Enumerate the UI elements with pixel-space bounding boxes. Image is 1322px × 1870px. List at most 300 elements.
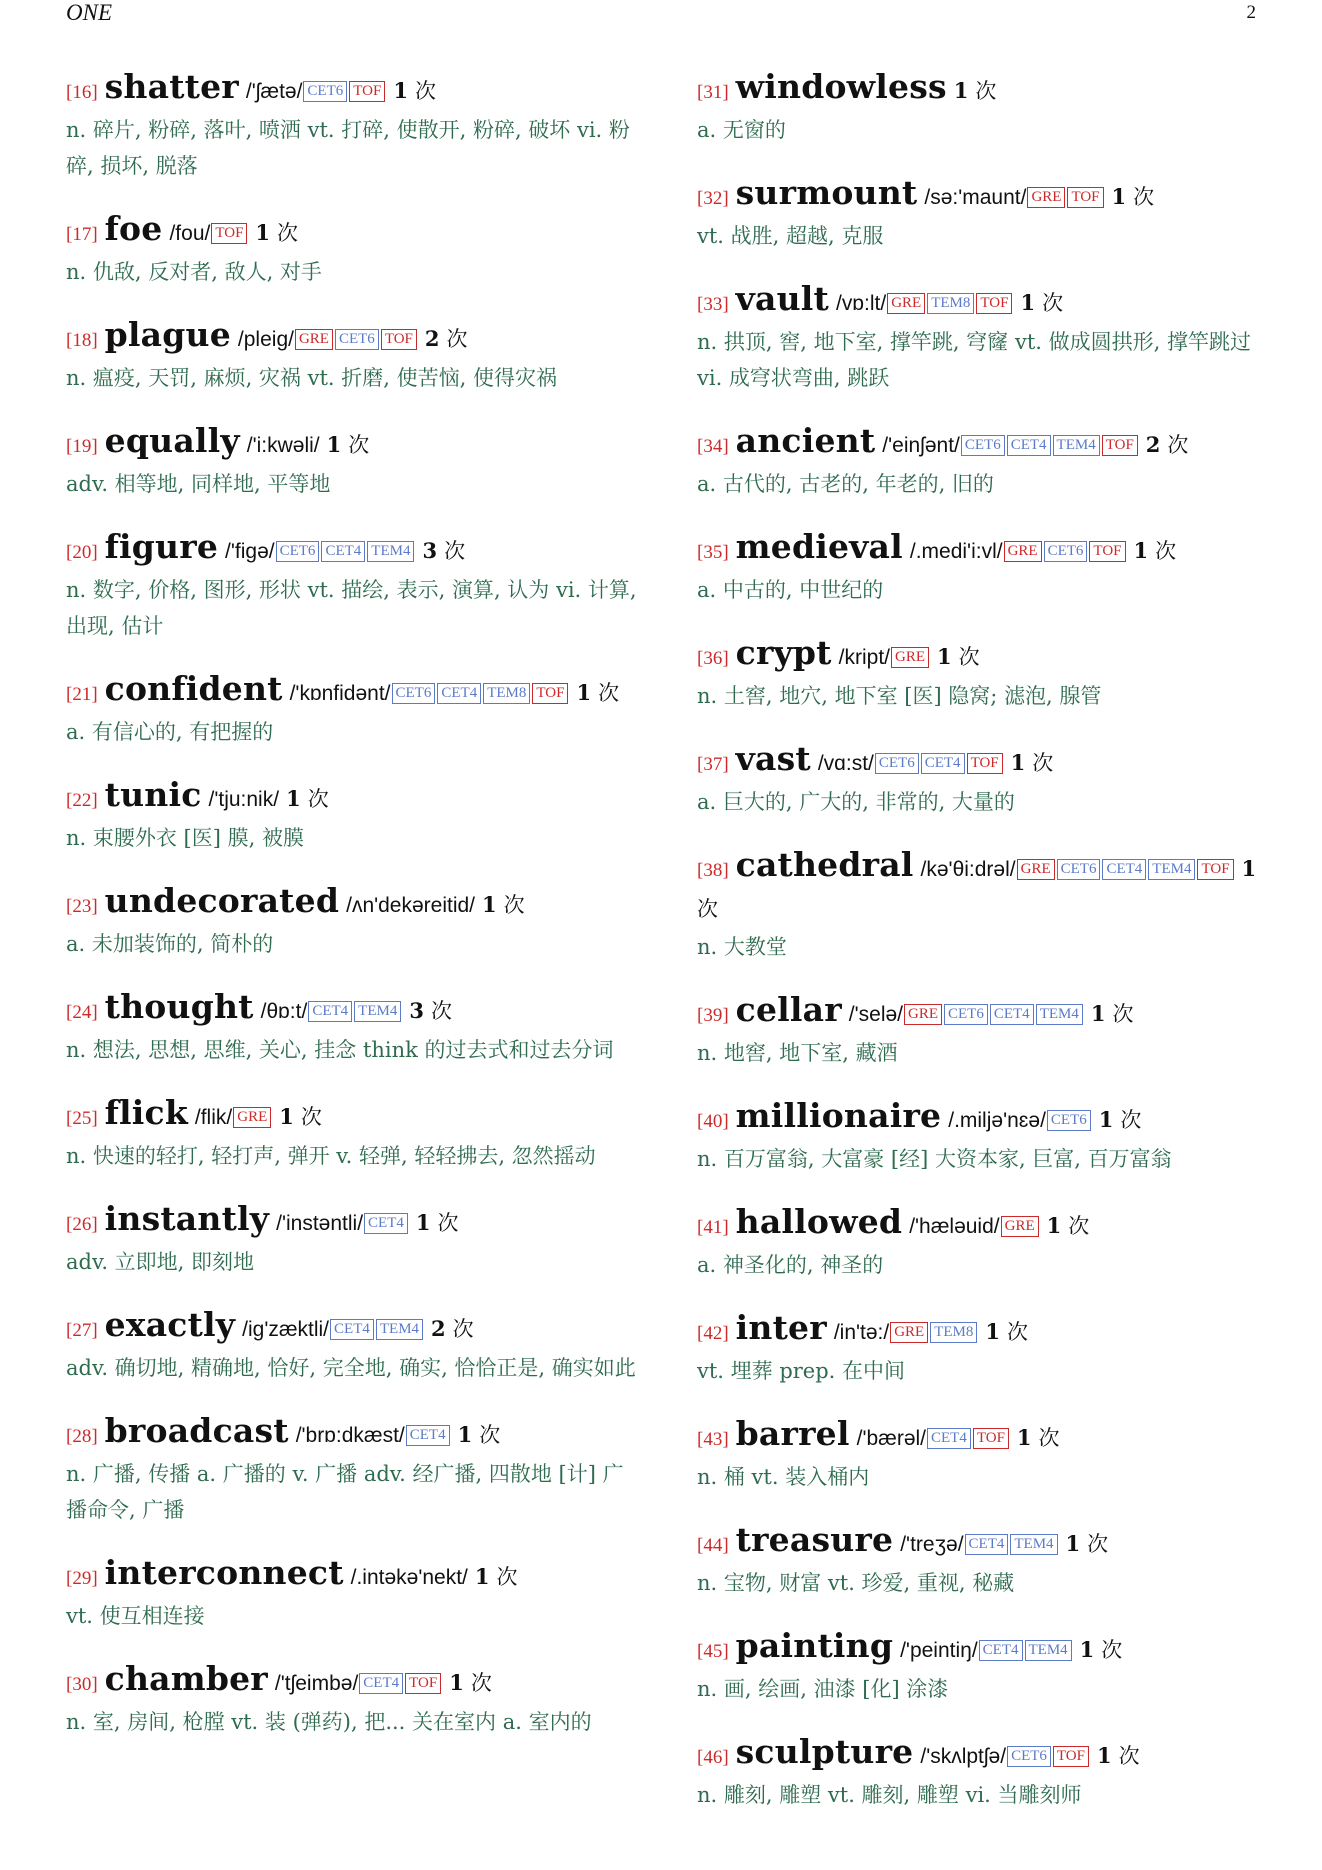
- headword: cellar: [735, 990, 842, 1029]
- entry-headline: [697, 1415, 1272, 1459]
- headword: interconnect: [104, 1553, 344, 1592]
- phonetic: /flik/: [194, 1106, 233, 1129]
- definition: n. 瘟疫, 天罚, 麻烦, 灾祸 vt. 折磨, 使苦恼, 使得灾祸: [66, 366, 557, 390]
- vocab-entry: [697, 1309, 1272, 1389]
- exam-tag: CET4: [927, 1428, 971, 1449]
- headword: inter: [735, 1308, 827, 1347]
- exam-tag: TEM4: [354, 1001, 401, 1022]
- occurrence-count: 1: [936, 644, 952, 669]
- entry-headline: [697, 68, 1272, 112]
- exam-tag: TEM4: [376, 1319, 423, 1340]
- exam-tag: CET6: [276, 541, 320, 562]
- entry-number: [29]: [66, 1568, 98, 1589]
- times-label: 次: [1087, 1532, 1109, 1556]
- headword: shatter: [104, 67, 239, 106]
- occurrence-count: 1: [953, 78, 969, 103]
- definition: adv. 确切地, 精确地, 恰好, 完全地, 确实, 恰恰正是, 确实如此: [66, 1356, 636, 1380]
- left-column: [66, 68, 641, 1766]
- vocab-entry: [697, 280, 1272, 396]
- exam-tag: TOF: [1102, 435, 1138, 456]
- occurrence-count: 1: [1020, 290, 1036, 315]
- exam-tag: CET4: [921, 753, 965, 774]
- times-label: 次: [430, 999, 452, 1023]
- exam-tag: TOF: [1067, 187, 1103, 208]
- occurrence-count: 1: [1079, 1637, 1095, 1662]
- headword: cathedral: [735, 845, 914, 884]
- entry-number: [24]: [66, 1002, 98, 1023]
- phonetic: /'hæləuid/: [909, 1215, 1000, 1238]
- vocab-entry: [66, 882, 641, 962]
- entry-number: [16]: [66, 82, 98, 103]
- headword: confident: [104, 669, 283, 708]
- entry-headline: [66, 68, 641, 112]
- occurrence-count: 1: [482, 892, 497, 917]
- entry-number: [37]: [697, 754, 729, 775]
- occurrence-count: 1: [286, 786, 301, 811]
- headword: flick: [104, 1093, 188, 1132]
- entry-headline: [697, 280, 1272, 324]
- vocab-entry: [697, 1203, 1272, 1283]
- headword: tunic: [104, 775, 202, 814]
- exam-tag: CET4: [406, 1425, 450, 1446]
- definition: n. 地窖, 地下室, 藏酒: [697, 1041, 898, 1065]
- entry-headline: [697, 1203, 1272, 1247]
- exam-tag: CET4: [364, 1213, 408, 1234]
- definition: n. 桶 vt. 装入桶内: [697, 1465, 870, 1489]
- exam-tag: CET6: [1047, 1110, 1091, 1131]
- entry-number: [44]: [697, 1535, 729, 1556]
- times-label: 次: [975, 79, 997, 103]
- phonetic: /'bærəl/: [856, 1427, 926, 1450]
- headword: treasure: [735, 1520, 894, 1559]
- entry-headline: [697, 846, 1272, 929]
- exam-tag: TOF: [405, 1673, 441, 1694]
- entry-headline: [66, 210, 641, 254]
- headword: broadcast: [104, 1411, 289, 1450]
- vocab-entry: [697, 634, 1272, 714]
- exam-tag: TOF: [1197, 859, 1233, 880]
- exam-tag: TOF: [967, 753, 1003, 774]
- vocab-entry: [66, 210, 641, 290]
- headword: undecorated: [104, 881, 340, 920]
- exam-tag: CET4: [965, 1534, 1009, 1555]
- entry-headline: [697, 1627, 1272, 1671]
- vocab-entry: [66, 1412, 641, 1528]
- headword: equally: [104, 421, 240, 460]
- headword: medieval: [735, 527, 903, 566]
- entry-headline: [66, 1200, 641, 1244]
- exam-tag: GRE: [233, 1107, 271, 1128]
- entry-number: [19]: [66, 436, 98, 457]
- occurrence-count: 1: [1065, 1531, 1081, 1556]
- exam-tag: GRE: [890, 1322, 928, 1343]
- definition: adv. 相等地, 同样地, 平等地: [66, 472, 331, 496]
- times-label: 次: [1042, 291, 1064, 315]
- vocab-entry: [697, 1733, 1272, 1813]
- times-label: 次: [1032, 751, 1054, 775]
- phonetic: /'ʃætə/: [245, 80, 303, 103]
- phonetic: /'figə/: [225, 540, 275, 563]
- times-label: 次: [479, 1423, 501, 1447]
- times-label: 次: [958, 645, 980, 669]
- definition: a. 巨大的, 广大的, 非常的, 大量的: [697, 790, 1015, 814]
- entry-number: [27]: [66, 1320, 98, 1341]
- times-label: 次: [1112, 1002, 1134, 1026]
- entry-headline: [697, 422, 1272, 466]
- definition: a. 有信心的, 有把握的: [66, 720, 274, 744]
- occurrence-count: 3: [422, 538, 438, 563]
- entry-headline: [697, 634, 1272, 678]
- times-label: 次: [446, 327, 468, 351]
- headword: barrel: [735, 1414, 850, 1453]
- times-label: 次: [1133, 185, 1155, 209]
- phonetic: /'selə/: [848, 1003, 903, 1026]
- exam-tag: GRE: [891, 647, 929, 668]
- exam-tag: TOF: [381, 329, 417, 350]
- exam-tag: CET6: [303, 81, 347, 102]
- definition: n. 数字, 价格, 图形, 形状 vt. 描绘, 表示, 演算, 认为 vi. 计算, 出现, 估计: [66, 578, 637, 638]
- right-column: [697, 68, 1272, 1839]
- occurrence-count: 1: [1133, 538, 1149, 563]
- entry-headline: [697, 1521, 1272, 1565]
- phonetic: /fou/: [169, 222, 211, 245]
- headword: exactly: [104, 1305, 236, 1344]
- definition: n. 碎片, 粉碎, 落叶, 喷洒 vt. 打碎, 使散开, 粉碎, 破坏 vi. 粉碎, 损坏, 脱落: [66, 118, 630, 178]
- times-label: 次: [697, 897, 718, 921]
- exam-tag: GRE: [887, 293, 925, 314]
- headword: hallowed: [735, 1202, 903, 1241]
- entry-headline: [66, 988, 641, 1032]
- exam-tag: TEM4: [1010, 1534, 1057, 1555]
- phonetic: /'treʒə/: [900, 1533, 964, 1556]
- vocab-entry: [697, 422, 1272, 502]
- vocab-entry: [697, 740, 1272, 820]
- entry-headline: [66, 422, 641, 466]
- vocab-entry: [66, 1306, 641, 1386]
- entry-number: [20]: [66, 542, 98, 563]
- entry-number: [22]: [66, 790, 98, 811]
- definition: n. 束腰外衣 [医] 膜, 被膜: [66, 826, 304, 850]
- phonetic: /θɒ:t/: [260, 1000, 308, 1023]
- headword: millionaire: [735, 1096, 942, 1135]
- phonetic: /kə'θi:drəl/: [920, 858, 1016, 881]
- entry-number: [30]: [66, 1674, 98, 1695]
- vocab-entry: [66, 988, 641, 1068]
- exam-tag: CET4: [1007, 435, 1051, 456]
- exam-tag: TOF: [973, 1428, 1009, 1449]
- vocab-entry: [66, 1660, 641, 1740]
- definition: a. 未加装饰的, 简朴的: [66, 932, 274, 956]
- entry-headline: [697, 740, 1272, 784]
- entry-number: [32]: [697, 188, 729, 209]
- phonetic: /'i:kwəli/: [246, 434, 320, 457]
- times-label: 次: [598, 681, 620, 705]
- exam-tag: CET6: [961, 435, 1005, 456]
- occurrence-count: 1: [1090, 1001, 1106, 1026]
- headword: windowless: [735, 67, 947, 106]
- phonetic: /'tju:nik/: [208, 788, 280, 811]
- entry-headline: [66, 1660, 641, 1704]
- entry-headline: [697, 1733, 1272, 1777]
- definition: n. 仇敌, 反对者, 敌人, 对手: [66, 260, 322, 284]
- definition: n. 百万富翁, 大富豪 [经] 大资本家, 巨富, 百万富翁: [697, 1147, 1172, 1171]
- exam-tag: TOF: [349, 81, 385, 102]
- entry-headline: [66, 528, 641, 572]
- definition: n. 室, 房间, 枪膛 vt. 装 (弹药), 把... 关在室内 a. 室内的: [66, 1710, 592, 1734]
- definition: a. 中古的, 中世纪的: [697, 578, 884, 602]
- phonetic: /'kɒnfidənt/: [289, 682, 391, 705]
- definition: n. 土窖, 地穴, 地下室 [医] 隐窝; 滤泡, 腺管: [697, 684, 1102, 708]
- headword: figure: [104, 527, 219, 566]
- phonetic: /.intəkə'nekt/: [350, 1566, 468, 1589]
- exam-tag: GRE: [1027, 187, 1065, 208]
- headword: painting: [735, 1626, 894, 1665]
- phonetic: /vɒ:lt/: [836, 292, 887, 315]
- occurrence-count: 1: [326, 432, 342, 457]
- entry-headline: [66, 316, 641, 360]
- definition: adv. 立即地, 即刻地: [66, 1250, 255, 1274]
- entry-number: [17]: [66, 224, 98, 245]
- exam-tag: TOF: [1053, 1746, 1089, 1767]
- exam-tag: CET6: [392, 683, 436, 704]
- occurrence-count: 1: [1096, 1743, 1112, 1768]
- exam-tag: TEM8: [483, 683, 530, 704]
- entry-number: [28]: [66, 1426, 98, 1447]
- times-label: 次: [444, 539, 466, 563]
- phonetic: /vɑ:st/: [817, 752, 874, 775]
- entry-headline: [66, 670, 641, 714]
- entry-number: [23]: [66, 896, 98, 917]
- definition: a. 无窗的: [697, 118, 786, 142]
- exam-tag: CET4: [979, 1640, 1023, 1661]
- occurrence-count: 2: [1145, 432, 1161, 457]
- occurrence-count: 1: [457, 1422, 473, 1447]
- definition: vt. 埋葬 prep. 在中间: [697, 1359, 906, 1383]
- entry-number: [33]: [697, 294, 729, 315]
- exam-tag: TOF: [1089, 541, 1125, 562]
- exam-tag: CET6: [1057, 859, 1101, 880]
- occurrence-count: 3: [409, 998, 424, 1023]
- times-label: 次: [496, 1565, 518, 1589]
- exam-tag: CET6: [1007, 1746, 1051, 1767]
- phonetic: /'tʃeimbə/: [274, 1672, 359, 1695]
- exam-tag: TEM4: [1053, 435, 1100, 456]
- running-head: [66, 0, 1256, 30]
- phonetic: /ig'zæktli/: [242, 1318, 330, 1341]
- definition: n. 想法, 思想, 思维, 关心, 挂念 think 的过去式和过去分词: [66, 1038, 614, 1062]
- occurrence-count: 1: [279, 1104, 294, 1129]
- phonetic: /sə:'maunt/: [924, 186, 1027, 209]
- times-label: 次: [503, 893, 525, 917]
- exam-tag: CET6: [1044, 541, 1088, 562]
- page-number: 2: [1246, 2, 1256, 23]
- occurrence-count: 1: [1016, 1425, 1032, 1450]
- exam-tag: TEM4: [1025, 1640, 1072, 1661]
- times-label: 次: [1006, 1320, 1028, 1344]
- times-label: 次: [300, 1105, 322, 1129]
- exam-tag: TEM8: [930, 1322, 977, 1343]
- entry-headline: [697, 174, 1272, 218]
- times-label: 次: [1167, 433, 1189, 457]
- phonetic: /'peintiŋ/: [900, 1639, 978, 1662]
- definition: vt. 战胜, 超越, 克服: [697, 224, 884, 248]
- entry-headline: [66, 1412, 641, 1456]
- entry-number: [35]: [697, 542, 729, 563]
- headword: chamber: [104, 1659, 268, 1698]
- vocab-entry: [697, 68, 1272, 148]
- times-label: 次: [470, 1671, 492, 1695]
- entry-number: [34]: [697, 436, 729, 457]
- entry-number: [31]: [697, 82, 729, 103]
- occurrence-count: 1: [449, 1670, 464, 1695]
- exam-tag: CET4: [359, 1673, 403, 1694]
- occurrence-count: 1: [1098, 1107, 1114, 1132]
- exam-tag: CET4: [990, 1004, 1034, 1025]
- phonetic: /pleig/: [237, 328, 294, 351]
- exam-tag: GRE: [295, 329, 333, 350]
- definition: a. 古代的, 古老的, 年老的, 旧的: [697, 472, 994, 496]
- definition: n. 广播, 传播 a. 广播的 v. 广播 adv. 经广播, 四散地 [计] 广播命令, 广播: [66, 1462, 624, 1522]
- times-label: 次: [348, 433, 370, 457]
- exam-tag: TEM4: [367, 541, 414, 562]
- entry-number: [38]: [697, 860, 729, 881]
- occurrence-count: 1: [393, 78, 408, 103]
- times-label: 次: [437, 1211, 459, 1235]
- entry-headline: [66, 1554, 641, 1598]
- headword: instantly: [104, 1199, 270, 1238]
- definition: n. 大教堂: [697, 935, 787, 959]
- book-title: ONE: [66, 0, 112, 25]
- exam-tag: CET4: [321, 541, 365, 562]
- definition: n. 快速的轻打, 轻打声, 弹开 v. 轻弹, 轻轻拂去, 忽然摇动: [66, 1144, 596, 1168]
- phonetic: /.medi'i:vl/: [909, 540, 1003, 563]
- exam-tag: GRE: [904, 1004, 942, 1025]
- occurrence-count: 1: [1046, 1213, 1062, 1238]
- definition: a. 神圣化的, 神圣的: [697, 1253, 884, 1277]
- entry-number: [36]: [697, 648, 729, 669]
- exam-tag: CET6: [875, 753, 919, 774]
- headword: vast: [735, 739, 811, 778]
- occurrence-count: 2: [431, 1316, 446, 1341]
- entry-headline: [697, 1097, 1272, 1141]
- occurrence-count: 1: [255, 220, 271, 245]
- entry-headline: [697, 991, 1272, 1035]
- exam-tag: CET4: [308, 1001, 352, 1022]
- headword: ancient: [735, 421, 876, 460]
- vocab-entry: [697, 174, 1272, 254]
- exam-tag: TEM4: [1036, 1004, 1083, 1025]
- vocab-entry: [66, 422, 641, 502]
- times-label: 次: [307, 787, 329, 811]
- entry-headline: [66, 1306, 641, 1350]
- phonetic: /ʌn'dekəreitid/: [346, 894, 476, 917]
- occurrence-count: 2: [424, 326, 440, 351]
- entry-number: [45]: [697, 1641, 729, 1662]
- phonetic: /.miljə'nɛə/: [948, 1109, 1046, 1132]
- entry-headline: [66, 1094, 641, 1138]
- entry-number: [43]: [697, 1429, 729, 1450]
- definition: n. 拱顶, 窖, 地下室, 撑竿跳, 穹窿 vt. 做成圆拱形, 撑竿跳过 vi. 成穹状弯曲, 跳跃: [697, 330, 1251, 390]
- vocab-entry: [66, 528, 641, 644]
- phonetic: /'instəntli/: [276, 1212, 364, 1235]
- phonetic: /'brɒ:dkæst/: [295, 1424, 405, 1447]
- definition: vt. 使互相连接: [66, 1604, 205, 1628]
- times-label: 次: [1155, 539, 1177, 563]
- entry-number: [39]: [697, 1005, 729, 1026]
- exam-tag: CET4: [437, 683, 481, 704]
- entry-number: [18]: [66, 330, 98, 351]
- phonetic: /'einʃənt/: [882, 434, 960, 457]
- phonetic: /kript/: [838, 646, 890, 669]
- exam-tag: CET4: [1102, 859, 1146, 880]
- exam-tag: GRE: [1001, 1216, 1039, 1237]
- times-label: 次: [1101, 1638, 1123, 1662]
- times-label: 次: [1038, 1426, 1060, 1450]
- occurrence-count: 1: [1111, 184, 1127, 209]
- definition: n. 宝物, 财富 vt. 珍爱, 重视, 秘藏: [697, 1571, 1015, 1595]
- times-label: 次: [1068, 1214, 1090, 1238]
- entry-number: [42]: [697, 1323, 729, 1344]
- entry-headline: [697, 528, 1272, 572]
- entry-headline: [697, 1309, 1272, 1353]
- vocab-entry: [66, 68, 641, 184]
- vocab-entry: [697, 846, 1272, 965]
- vocab-entry: [66, 670, 641, 750]
- vocab-entry: [66, 316, 641, 396]
- headword: vault: [735, 279, 829, 318]
- occurrence-count: 1: [474, 1564, 490, 1589]
- vocab-entry: [697, 1097, 1272, 1177]
- entry-number: [41]: [697, 1217, 729, 1238]
- entry-headline: [66, 776, 641, 820]
- entry-number: [21]: [66, 684, 98, 705]
- entry-number: [25]: [66, 1108, 98, 1129]
- phonetic: /in'tə:/: [833, 1321, 890, 1344]
- entry-headline: [66, 882, 641, 926]
- times-label: 次: [414, 79, 436, 103]
- entry-number: [46]: [697, 1747, 729, 1768]
- occurrence-count: 1: [985, 1319, 1000, 1344]
- occurrence-count: 1: [1010, 750, 1026, 775]
- exam-tag: CET6: [335, 329, 379, 350]
- definition: n. 画, 绘画, 油漆 [化] 涂漆: [697, 1677, 949, 1701]
- headword: thought: [104, 987, 254, 1026]
- exam-tag: GRE: [1017, 859, 1055, 880]
- exam-tag: GRE: [1004, 541, 1042, 562]
- vocab-entry: [697, 1627, 1272, 1707]
- phonetic: /'skʌlptʃə/: [920, 1745, 1007, 1768]
- vocab-entry: [697, 528, 1272, 608]
- times-label: 次: [1120, 1108, 1142, 1132]
- exam-tag: TEM8: [927, 293, 974, 314]
- vocab-entry: [66, 1200, 641, 1280]
- entry-number: [40]: [697, 1111, 729, 1132]
- entry-number: [26]: [66, 1214, 98, 1235]
- headword: surmount: [735, 173, 918, 212]
- times-label: 次: [1118, 1744, 1140, 1768]
- times-label: 次: [277, 221, 299, 245]
- exam-tag: TOF: [976, 293, 1012, 314]
- vocab-entry: [697, 1415, 1272, 1495]
- exam-tag: TOF: [211, 223, 247, 244]
- occurrence-count: 1: [1241, 856, 1257, 881]
- vocab-entry: [66, 1554, 641, 1634]
- headword: foe: [104, 209, 163, 248]
- exam-tag: CET6: [944, 1004, 988, 1025]
- occurrence-count: 1: [415, 1210, 431, 1235]
- exam-tag: CET4: [330, 1319, 374, 1340]
- vocab-entry: [697, 991, 1272, 1071]
